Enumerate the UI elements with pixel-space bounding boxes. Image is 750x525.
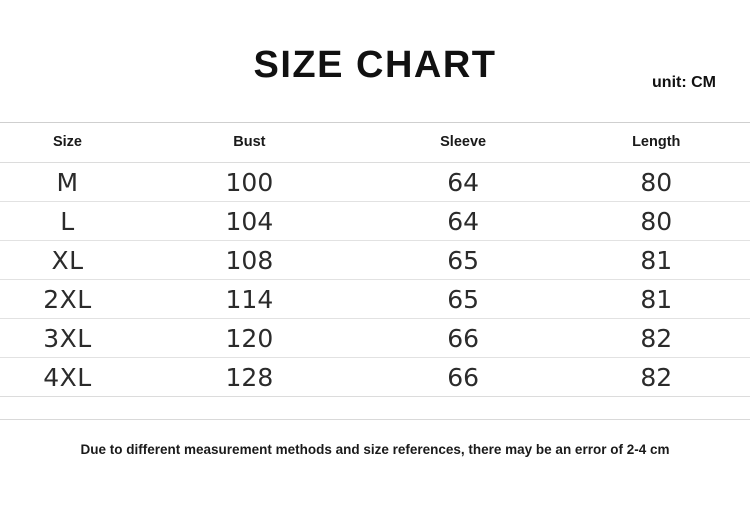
- cell-sleeve: 65: [364, 280, 563, 319]
- document-footer: [0, 419, 750, 485]
- cell-length: 81: [563, 280, 750, 319]
- cell-sleeve: 64: [364, 163, 563, 202]
- unit-label: unit: CM: [652, 74, 716, 92]
- column-header-bust: Bust: [135, 123, 364, 163]
- cell-size: 3XL: [0, 319, 135, 358]
- cell-sleeve: 66: [364, 319, 563, 358]
- cell-size: XL: [0, 241, 135, 280]
- bottom-spacer: [0, 485, 750, 525]
- cell-bust: 128: [135, 358, 364, 397]
- cell-length: 80: [563, 202, 750, 241]
- table-row: [0, 358, 750, 397]
- table-row: [0, 241, 750, 280]
- cell-bust: 104: [135, 202, 364, 241]
- cell-bust: 100: [135, 163, 364, 202]
- cell-size: M: [0, 163, 135, 202]
- footer-spacer: [0, 397, 750, 419]
- table-row: [0, 202, 750, 241]
- footer-divider: [0, 419, 750, 420]
- table-row: [0, 280, 750, 319]
- page-title: SIZE CHART: [0, 44, 750, 87]
- cell-bust: 108: [135, 241, 364, 280]
- cell-sleeve: 65: [364, 241, 563, 280]
- cell-sleeve: 66: [364, 358, 563, 397]
- cell-sleeve: 64: [364, 202, 563, 241]
- column-header-size: Size: [0, 123, 135, 163]
- table-row: [0, 319, 750, 358]
- cell-length: 82: [563, 358, 750, 397]
- document-header: [0, 0, 750, 122]
- measurement-disclaimer: Due to different measurement methods and size references, there may be an error of 2-4 cm: [0, 442, 750, 457]
- cell-length: 82: [563, 319, 750, 358]
- cell-bust: 120: [135, 319, 364, 358]
- cell-bust: 114: [135, 280, 364, 319]
- cell-length: 80: [563, 163, 750, 202]
- size-table: [0, 123, 750, 397]
- column-header-sleeve: Sleeve: [364, 123, 563, 163]
- cell-size: 2XL: [0, 280, 135, 319]
- cell-length: 81: [563, 241, 750, 280]
- cell-size: L: [0, 202, 135, 241]
- table-row: [0, 163, 750, 202]
- cell-size: 4XL: [0, 358, 135, 397]
- column-header-length: Length: [563, 123, 750, 163]
- table-header-row: [0, 123, 750, 163]
